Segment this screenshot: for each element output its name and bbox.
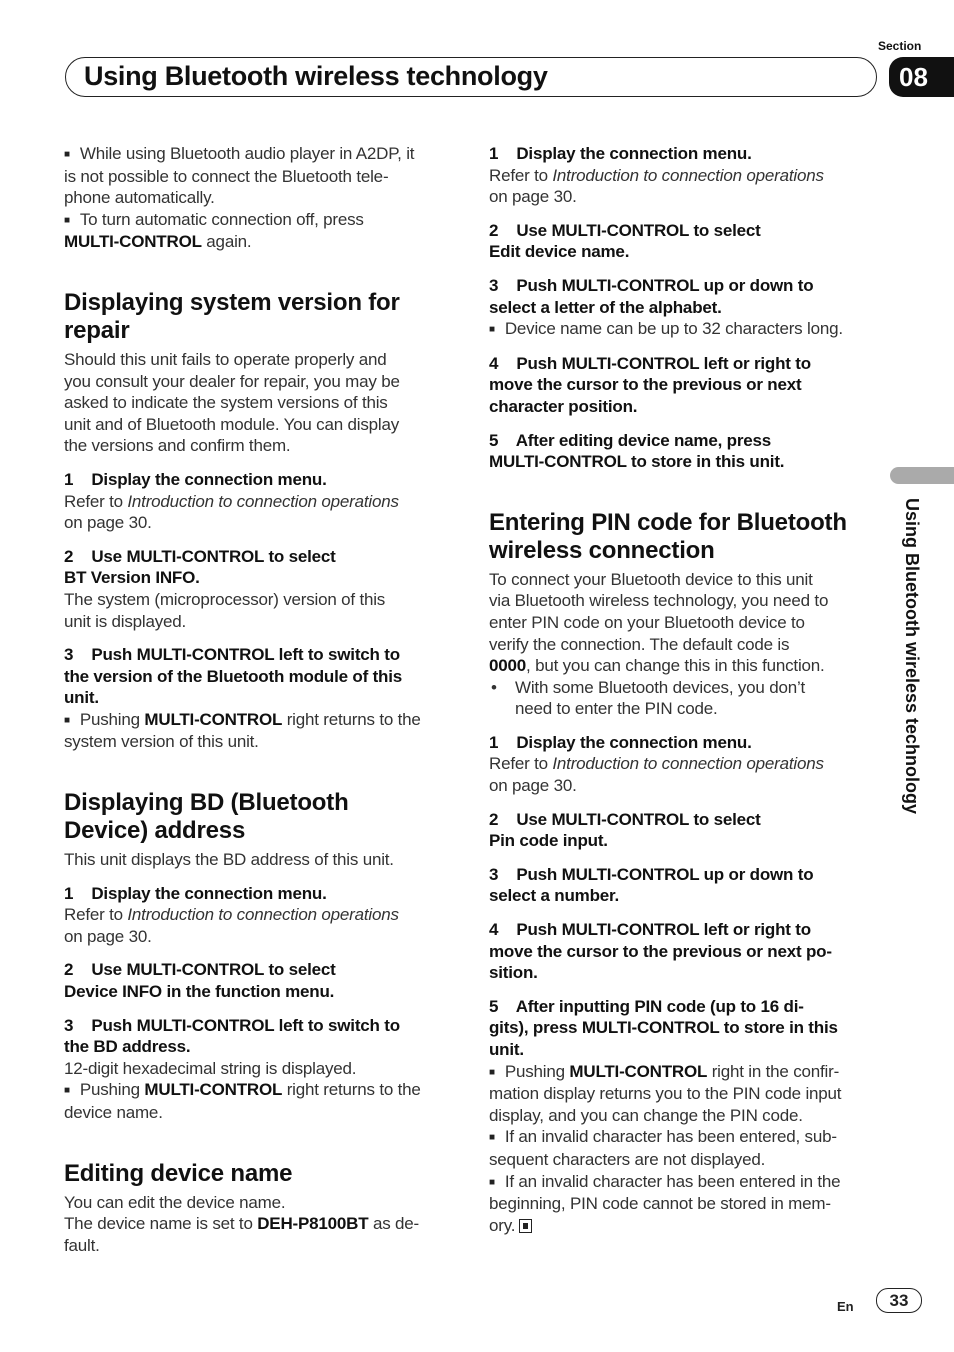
chapter-title: Using Bluetooth wireless technology xyxy=(84,61,548,91)
text-run: To connect your Bluetooth device to this unit via Bluetooth wireless technology, you need to enter PIN code on your Bluetooth device to verify the connection. The default code is xyxy=(489,569,829,654)
text-run: 3 Push MULTI-CONTROL left to switch to the version of the Bluetooth module of this unit. xyxy=(64,645,403,708)
text-run: Displaying BD (Bluetooth Device) address xyxy=(64,789,349,845)
note-square-icon: ■ xyxy=(64,214,70,226)
procedure-step xyxy=(489,220,889,263)
procedure-step xyxy=(489,430,889,473)
bold-text: DEH-P8100BT xyxy=(257,1214,369,1234)
procedure-step xyxy=(489,143,889,165)
text-run: 1 Display the connection menu. xyxy=(489,144,752,163)
page-number: 33 xyxy=(876,1288,922,1313)
text-run: as de- fault. xyxy=(64,1214,419,1255)
note-paragraph xyxy=(489,318,889,341)
body-paragraph xyxy=(64,491,464,534)
note-square-icon: ■ xyxy=(64,1085,70,1097)
left-column xyxy=(64,143,464,1256)
text-run: 2 Use MULTI-CONTROL to select Device INFO in the function menu. xyxy=(64,960,336,1002)
body-paragraph xyxy=(64,849,464,871)
note-square-icon: ■ xyxy=(489,1176,495,1188)
section-heading xyxy=(64,1160,464,1188)
text-run: 1 Display the connection menu. xyxy=(64,883,327,903)
right-column xyxy=(489,143,889,1236)
text-run: If an invalid character has been entered in the beginning, PIN code cannot be stored in mem- ory. xyxy=(489,1171,841,1235)
text-run: Should this unit fails to operate properly and you consult your dealer for repair, you may be asked to indicate the system versions of this unit and of Bluetooth module. You can display the versions and confirm them. xyxy=(64,349,400,456)
bold-text: MULTI-CONTROL xyxy=(144,1080,283,1100)
text-run: 3 Push MULTI-CONTROL left to switch to the BD address. xyxy=(64,1015,400,1057)
note-paragraph xyxy=(64,143,464,209)
procedure-step xyxy=(489,996,889,1061)
note-paragraph xyxy=(64,709,464,753)
text-run: 3 Push MULTI-CONTROL up or down to select a number. xyxy=(489,864,814,906)
text-run: on page 30. xyxy=(64,513,152,533)
note-paragraph xyxy=(64,1079,464,1123)
text-run: , but you can change this in this function. xyxy=(526,656,825,676)
section-label: Section xyxy=(878,39,922,53)
text-run: 3 Push MULTI-CONTROL up or down to select a letter of the alphabet. xyxy=(489,275,814,317)
text-run: Device name can be up to 32 characters long. xyxy=(504,319,843,339)
text-run: Editing device name xyxy=(64,1159,293,1187)
text-run: Refer to xyxy=(489,165,553,185)
body-paragraph xyxy=(64,1192,464,1257)
text-run: The system (microprocessor) version of this unit is displayed. xyxy=(64,589,386,631)
body-paragraph xyxy=(64,904,464,947)
text-run: Refer to xyxy=(64,491,128,511)
note-paragraph xyxy=(489,1126,889,1170)
text-run: 5 After editing device name, press MULTI-CONTROL to store in this unit. xyxy=(489,430,785,472)
footer-language: En xyxy=(837,1299,854,1314)
text-run: right in the confir- mation display returns you to the PIN code input display, and you can change the PIN code. xyxy=(489,1061,842,1125)
body-paragraph xyxy=(489,569,889,677)
body-paragraph xyxy=(489,165,889,208)
procedure-step xyxy=(489,919,889,984)
procedure-step xyxy=(489,732,889,754)
text-run: You can edit the device name. The device name is set to xyxy=(64,1192,286,1234)
bullet-icon: • xyxy=(491,677,497,697)
body-paragraph xyxy=(64,1058,464,1080)
text-run: Pushing xyxy=(504,1061,570,1081)
procedure-step xyxy=(489,353,889,418)
text-run: To turn automatic connection off, press xyxy=(79,209,364,229)
text-run: While using Bluetooth audio player in A2DP, it is not possible to connect the Bluetooth tele- phone automatically. xyxy=(64,144,415,208)
note-square-icon: ■ xyxy=(489,1066,495,1078)
text-run: Refer to xyxy=(489,754,553,774)
text-run: 2 Use MULTI-CONTROL to select Pin code input. xyxy=(489,809,761,851)
procedure-step xyxy=(64,644,464,709)
text-run: 4 Push MULTI-CONTROL left or right to move the cursor to the previous or next character position. xyxy=(489,353,811,416)
text-run: again. xyxy=(201,232,252,252)
body-paragraph xyxy=(64,349,464,457)
italic-reference: Introduction to connection operations xyxy=(552,165,824,185)
italic-reference: Introduction to connection operations xyxy=(127,491,399,511)
note-paragraph xyxy=(489,1061,889,1127)
bold-text: MULTI-CONTROL xyxy=(144,709,283,729)
text-run: With some Bluetooth devices, you don’t need to enter the PIN code. xyxy=(515,677,806,719)
body-paragraph xyxy=(489,753,889,796)
procedure-step xyxy=(489,275,889,318)
text-run: 2 Use MULTI-CONTROL to select Edit device name. xyxy=(489,220,761,262)
note-paragraph xyxy=(64,209,464,253)
bold-text: MULTI-CONTROL xyxy=(569,1061,708,1081)
bold-text: MULTI-CONTROL xyxy=(64,232,202,252)
note-square-icon: ■ xyxy=(64,149,70,160)
text-run: on page 30. xyxy=(489,776,577,796)
text-run: Pushing xyxy=(79,1080,145,1100)
note-paragraph xyxy=(489,1171,889,1237)
procedure-step xyxy=(489,864,889,907)
body-paragraph xyxy=(64,589,464,632)
text-run: Entering PIN code for Bluetooth wireless connection xyxy=(489,508,847,564)
section-heading xyxy=(489,509,889,565)
text-run: Refer to xyxy=(64,905,128,925)
procedure-step xyxy=(64,1015,464,1058)
procedure-step xyxy=(489,809,889,852)
text-run: on page 30. xyxy=(489,187,577,207)
section-heading xyxy=(64,789,464,845)
text-run: Pushing xyxy=(79,709,145,729)
text-run: right returns to the device name. xyxy=(64,1080,421,1122)
text-run: 12-digit hexadecimal string is displayed. xyxy=(64,1058,357,1078)
bullet-paragraph xyxy=(489,677,889,720)
text-run: 1 Display the connection menu. xyxy=(489,732,752,752)
side-index-tab xyxy=(890,467,954,484)
note-square-icon: ■ xyxy=(489,324,495,336)
italic-reference: Introduction to connection operations xyxy=(552,754,824,774)
italic-reference: Introduction to connection operations xyxy=(127,905,399,925)
bold-text: 0000 xyxy=(489,656,527,676)
section-number-tab: 08 xyxy=(889,57,954,97)
text-run: 5 After inputting PIN code (up to 16 di- gits), press MULTI-CONTROL to store in this unit. xyxy=(489,996,838,1059)
procedure-step xyxy=(64,546,464,589)
text-run: If an invalid character has been entered, sub- sequent characters are not displayed. xyxy=(489,1127,837,1169)
text-run: 4 Push MULTI-CONTROL left or right to move the cursor to the previous or next po- sition. xyxy=(489,920,832,983)
chapter-title-bar xyxy=(65,57,877,97)
text-run: Displaying system version for repair xyxy=(64,288,400,344)
text-run: 1 Display the connection menu. xyxy=(64,469,327,489)
procedure-step xyxy=(64,959,464,1002)
note-square-icon: ■ xyxy=(489,1132,495,1144)
end-of-section-icon xyxy=(519,1219,532,1233)
side-tab-text: Using Bluetooth wireless technology xyxy=(902,498,922,815)
text-run: This unit displays the BD address of this unit. xyxy=(64,850,394,870)
procedure-step xyxy=(64,469,464,491)
note-square-icon: ■ xyxy=(64,714,70,726)
text-run: right returns to the system version of this unit. xyxy=(64,709,421,752)
text-run: 2 Use MULTI-CONTROL to select BT Version INFO. xyxy=(64,546,336,588)
text-run: on page 30. xyxy=(64,926,152,946)
procedure-step xyxy=(64,883,464,905)
section-heading xyxy=(64,289,464,345)
